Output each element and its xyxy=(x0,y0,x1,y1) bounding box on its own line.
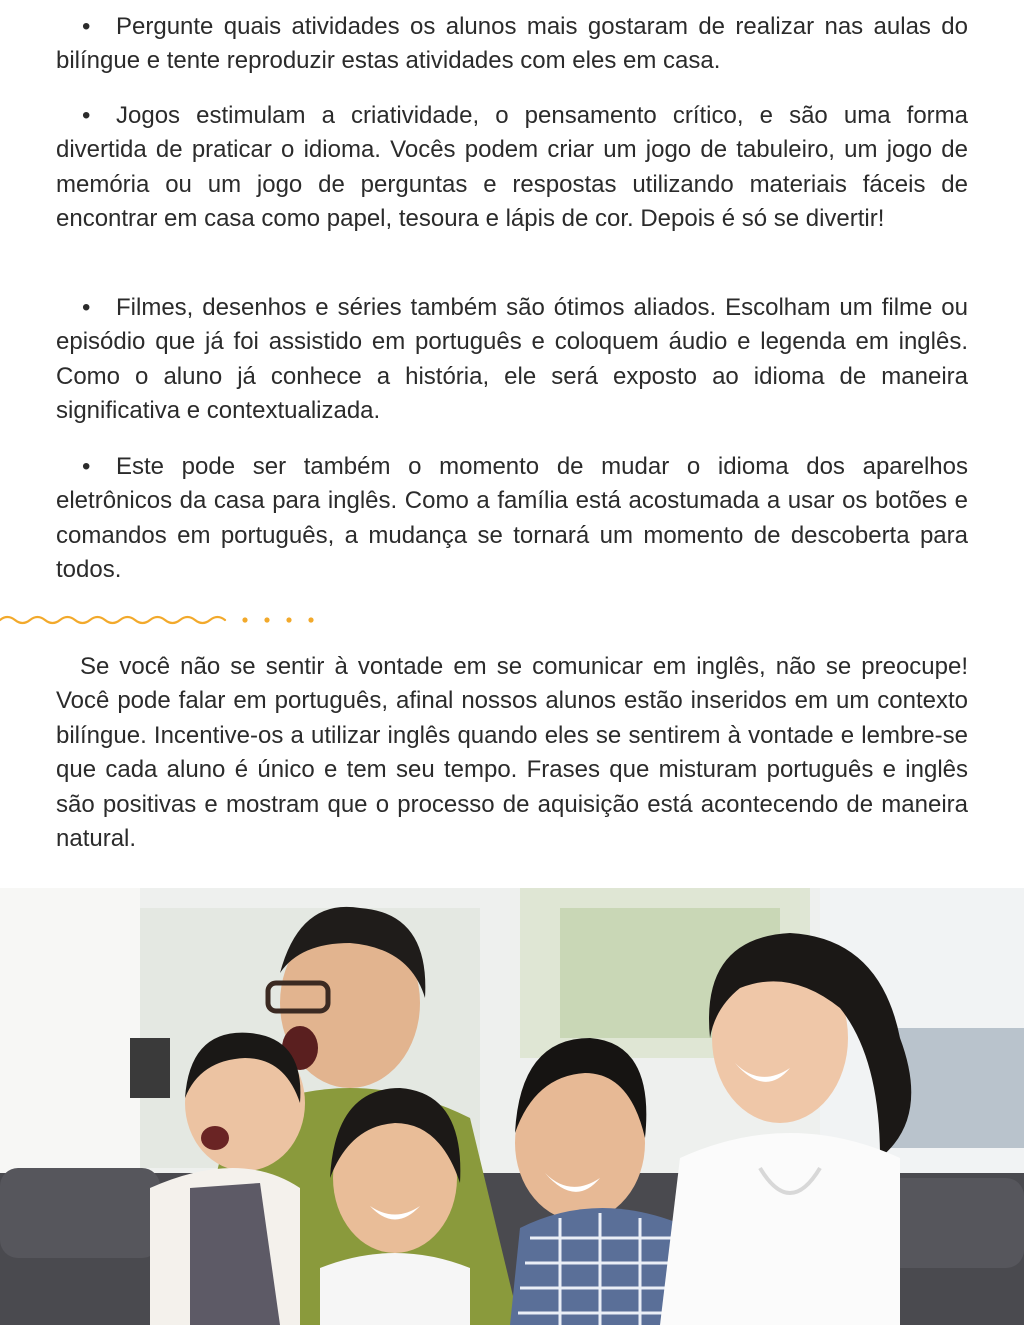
bullet-marker: • xyxy=(82,102,91,129)
bullet-marker: • xyxy=(82,453,91,480)
bullet-text: Jogos estimulam a criatividade, o pensamento crítico, e são uma forma divertida de praticar o idioma. Vocês podem criar um jogo de tabuleiro, um jogo de memória ou um jogo de perguntas e respostas utilizando materiais fáceis de encontrar em casa como papel, tesoura e lápis de cor. Depois é só se divertir! xyxy=(56,102,968,233)
wavy-divider-icon xyxy=(0,606,330,634)
bullet-marker: • xyxy=(82,294,91,321)
bullet-text: Filmes, desenhos e séries também são ótimos aliados. Escolham um filme ou episódio que já foi assistido em português e coloquem áudio e legenda em inglês. Como o aluno já conhece a história, ele será exposto ao idioma de maneira significativa e contextualizada. xyxy=(56,294,968,425)
bullet-item-devices xyxy=(56,450,968,588)
bullet-item-movies xyxy=(56,291,968,429)
closing-paragraph: Se você não se sentir à vontade em se comunicar em inglês, não se preocupe! Você pode falar em português, afinal nossos alunos estão inseridos em um contexto bilíngue. Incentive-os a utilizar inglês quando eles se sentirem à vontade e lembre-se que cada aluno é único e tem seu tempo. Frases que misturam português e inglês são positivas e mostram que o processo de aquisição está acontecendo de maneira natural. xyxy=(56,653,968,853)
bullet-text: Pergunte quais atividades os alunos mais gostaram de realizar nas aulas do bilíngue e tente reproduzir estas atividades com eles em casa. xyxy=(56,13,968,75)
bullet-item-activities xyxy=(56,10,968,79)
family-photo-illustration xyxy=(0,888,1024,1325)
bullet-item-games xyxy=(56,99,968,237)
bullet-text: Este pode ser também o momento de mudar o idioma dos aparelhos eletrônicos da casa para inglês. Como a família está acostumada a usar os botões e comandos em português, a mudança se tornará um momento de descoberta para todos. xyxy=(56,453,968,584)
family-photo xyxy=(0,888,1024,1325)
bullet-marker: • xyxy=(82,13,91,40)
